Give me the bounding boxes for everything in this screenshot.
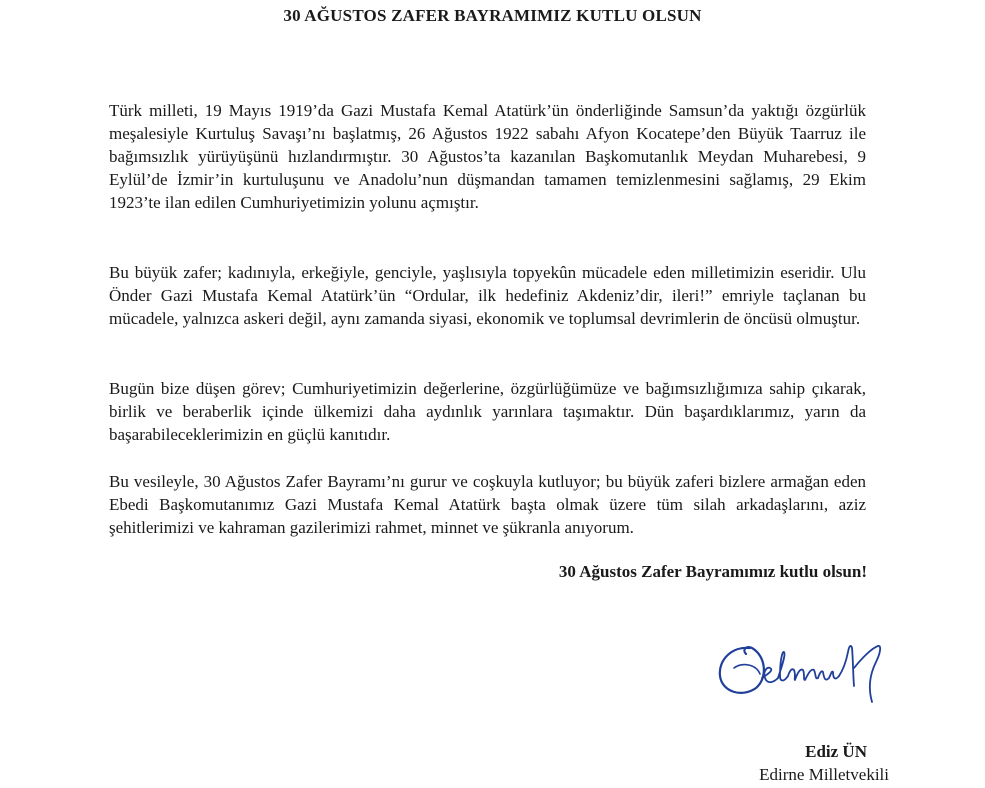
handwritten-signature	[712, 618, 897, 713]
paragraph-2: Bu büyük zafer; kadınıyla, erkeğiyle, genciyle, yaşlısıyla topyekûn mücadele eden milletimizin eseridir. Ulu Önder Gazi Mustafa Kemal Atatürk’ün “Ordular, ilk hedefiniz Akdeniz’dir, ileri!” emriyle taçlanan bu mücadele, yalnızca askeri değil, aynı zamanda siyasi, ekonomik ve toplumsal devrimlerin de öncüsü olmuştur.	[109, 263, 866, 328]
signer-name: Ediz ÜN	[805, 742, 867, 761]
closing-line: 30 Ağustos Zafer Bayramımız kutlu olsun!	[558, 562, 867, 581]
signer-title: Edirne Milletvekili	[759, 765, 889, 784]
paragraph-1: Türk milleti, 19 Mayıs 1919’da Gazi Mustafa Kemal Atatürk’ün önderliğinde Samsun’da yaktığı özgürlük meşalesiyle Kurtuluş Savaşı’nı başlatmış, 26 Ağustos 1922 sabahı Afyon Kocatepe’den Büyük Taarruz ile bağımsızlık yürüyüşünü hızlandırmıştır. 30 Ağustos’ta kazanılan Başkomutanlık Meydan Muharebesi, 9 Eylül’de İzmir’in kurtuluşunu ve Anadolu’nun düşmandan tamamen temizlenmesini sağlamış, 29 Ekim 1923’te ilan edilen Cumhuriyetimizin yolunu açmıştır.	[109, 101, 866, 212]
document-title: 30 AĞUSTOS ZAFER BAYRAMIMIZ KUTLU OLSUN	[283, 6, 702, 25]
paragraph-4: Bu vesileyle, 30 Ağustos Zafer Bayramı’nı gurur ve coşkuyla kutluyor; bu büyük zaferi bizlere armağan eden Ebedi Başkomutanımız Gazi Mustafa Kemal Atatürk başta olmak üzere tüm silah arkadaşlarını, aziz şehitlerimizi ve kahraman gazilerimizi rahmet, minnet ve şükranla anıyorum.	[109, 472, 866, 537]
paragraph-3: Bugün bize düşen görev; Cumhuriyetimizin değerlerine, özgürlüğümüze ve bağımsızlığımıza sahip çıkarak, birlik ve beraberlik içinde ülkemizi daha aydınlık yarınlara taşımaktır. Dün başardıklarımız, yarın da başarabileceklerimizin en güçlü kanıtıdır.	[109, 379, 866, 444]
